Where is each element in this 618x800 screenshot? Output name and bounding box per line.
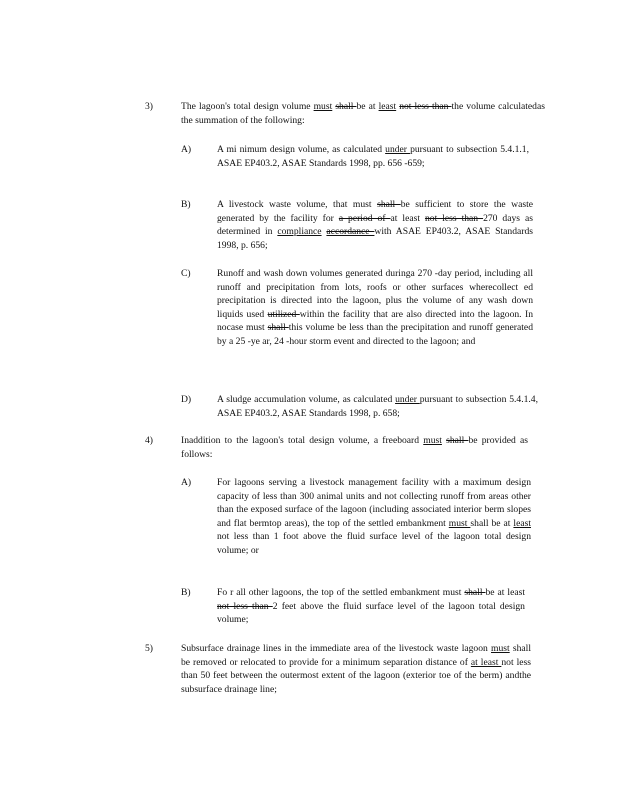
text-run: shall be at bbox=[470, 517, 514, 529]
item-number: A) bbox=[181, 477, 192, 488]
text-run: The lagoon's total design volume bbox=[181, 101, 314, 112]
text-run: accordance bbox=[326, 226, 375, 238]
item-number: B) bbox=[181, 587, 191, 598]
text-run: this volume be less than the precipitation and runoff generated by a 25 -ye ar, 24 -hour storm event and directed to the lagoon; and bbox=[217, 322, 533, 347]
text-run: shall bbox=[335, 101, 357, 112]
text-run: A mi nimum design volume, as calculated bbox=[217, 144, 386, 155]
text-run: compliance bbox=[277, 226, 322, 238]
paragraph-text bbox=[181, 642, 531, 696]
text-run: must bbox=[313, 101, 333, 112]
item-number: D) bbox=[181, 394, 192, 405]
item-number: B) bbox=[181, 199, 191, 210]
text-run: pursuant to subsection 5.4.1.4, ASAE EP403.2, ASAE Standards 1998, p. 658; bbox=[217, 394, 538, 419]
text-run: utilized bbox=[267, 308, 300, 320]
text-run: must bbox=[423, 435, 442, 446]
paragraph-text bbox=[181, 434, 528, 461]
text-run: shall bbox=[267, 322, 289, 334]
text-run: under bbox=[395, 394, 420, 405]
text-run: be at bbox=[356, 101, 379, 112]
text-run: not less than bbox=[217, 600, 273, 612]
text-run: A livestock waste volume, that must bbox=[217, 199, 378, 210]
text-run: shall be removed or relocated to provide for a minimum separation distance of bbox=[181, 643, 531, 668]
text-run: Inaddition to the lagoon's total design volume, a freeboard bbox=[181, 435, 424, 446]
text-run: shall bbox=[377, 199, 401, 210]
item-number: 3) bbox=[145, 101, 153, 112]
text-run: within the facility that are also directed into the lagoon. In nocase must bbox=[217, 308, 533, 334]
text-run: For lagoons serving a livestock management facility with a maximum design capacity of less than 300 animal units and not collecting runoff from areas other than the exposed surface of the lagoon (including associated interior berm slopes and flat bermtop areas), the top of the settled embankment bbox=[217, 477, 531, 529]
text-run: Runoff and wash down volumes generated duringa 270 -day period, including all runoff and precipitation from lots, roofs or other surfaces wherecollect ed precipitation is directed into the lagoon, plus the volume of any wash down liquids used bbox=[217, 268, 533, 320]
text-run: least bbox=[378, 101, 397, 112]
paragraph-text bbox=[217, 198, 533, 252]
item-number: 5) bbox=[145, 643, 153, 654]
item-number: A) bbox=[181, 144, 192, 155]
text-run: least bbox=[513, 517, 531, 529]
text-run: at least bbox=[390, 212, 425, 224]
item-number: 4) bbox=[145, 435, 153, 446]
paragraph-text bbox=[217, 143, 529, 170]
text-run: pursuant to subsection 5.4.1.1, ASAE EP403.2, ASAE Standards 1998, pp. 656 -659; bbox=[217, 144, 529, 169]
text-run: must bbox=[491, 643, 510, 654]
text-run: A sludge accumulation volume, as calculated bbox=[217, 394, 396, 405]
text-run: a period of bbox=[338, 212, 391, 224]
text-run: 2 feet above the fluid surface level of the lagoon total design volume; bbox=[217, 600, 525, 626]
text-run: be sufficient to store the waste generated by the facility for bbox=[217, 199, 533, 224]
text-run: Fo r all other lagoons, the top of the settled embankment must bbox=[217, 587, 465, 598]
text-run: be provided as follows: bbox=[181, 435, 528, 460]
item-number: C) bbox=[181, 268, 191, 279]
text-run: not less than 50 feet between the outermost extent of the lagoon (exterior toe of the berm) andthe subsurface drainage line; bbox=[181, 656, 531, 695]
paragraph-text bbox=[217, 586, 525, 627]
paragraph-text bbox=[217, 476, 531, 558]
text-run: with ASAE EP403.2, ASAE Standards 1998, p. 656; bbox=[217, 226, 533, 251]
text-run: 270 days as determined in bbox=[217, 212, 533, 238]
text-run: at least bbox=[470, 656, 502, 668]
paragraph-text bbox=[181, 100, 545, 127]
text-run: be at least bbox=[485, 587, 525, 598]
text-run: shall bbox=[446, 435, 469, 446]
paragraph-text bbox=[217, 267, 533, 349]
text-run: must bbox=[448, 517, 471, 529]
text-run: under bbox=[385, 144, 411, 155]
paragraph-text bbox=[217, 393, 538, 420]
text-run: not less than bbox=[399, 101, 452, 112]
text-run: not less than 1 foot above the fluid surface level of the lagoon total design volume; or bbox=[217, 531, 531, 556]
text-run: shall bbox=[464, 587, 486, 598]
text-run: the volume calculatedas the summation of the following: bbox=[181, 101, 545, 126]
text-run: not less than bbox=[424, 212, 484, 224]
text-run: Subsurface drainage lines in the immediate area of the livestock waste lagoon bbox=[181, 643, 492, 654]
